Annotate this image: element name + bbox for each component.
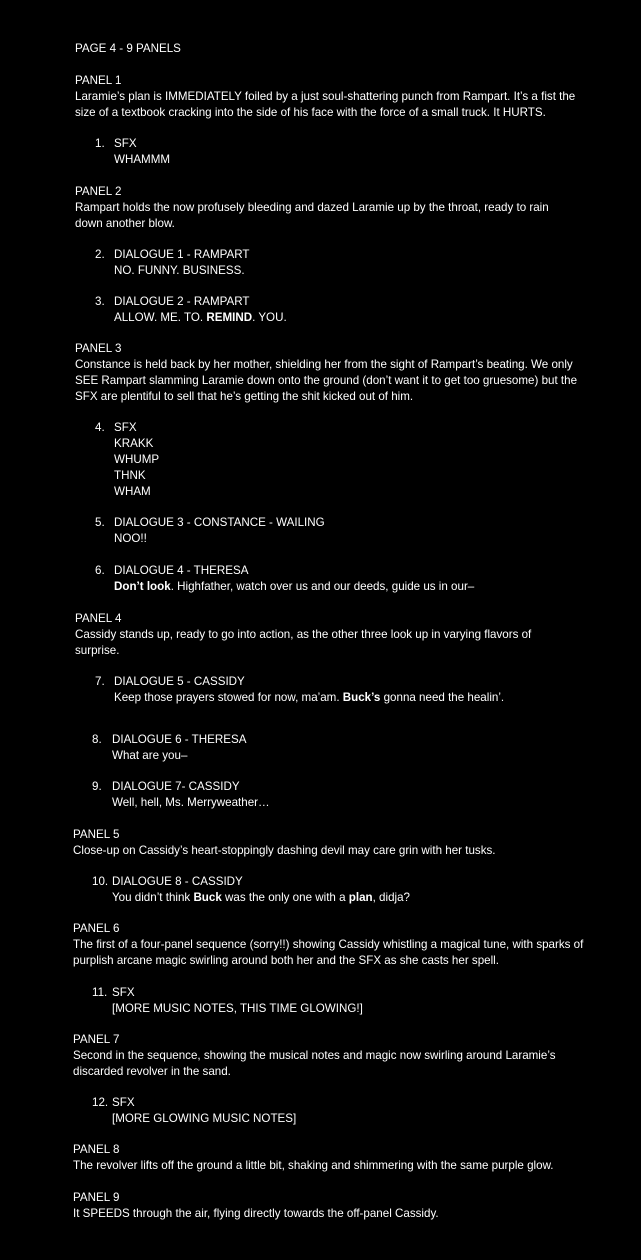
panel-description: Cassidy stands up, ready to go into action, as the other three look up in varying flavors of surprise.	[75, 628, 532, 657]
item-number: 4.	[95, 421, 105, 434]
panel-description: Constance is held back by her mother, shielding her from the sight of Rampart’s beating. We only SEE Rampart slamming Laramie down onto the ground (don’t want it to get too gruesome) but the SFX are plentiful to sell that he’s getting the shit kicked out of him.	[75, 358, 578, 403]
item-number: 7.	[95, 675, 105, 688]
item-line: Don’t look. Highfather, watch over us and our deeds, guide us in our–	[114, 580, 475, 593]
panel-description: Close-up on Cassidy’s heart-stoppingly dashing devil may care grin with her tusks.	[73, 844, 496, 857]
panel-description: Laramie’s plan is IMMEDIATELY foiled by a just soul-shattering punch from Rampart. It’s a fist the size of a textbook cracking into the side of his face with the force of a small truck. It HURTS.	[75, 90, 576, 119]
page-header: PAGE 4 - 9 PANELS	[75, 42, 181, 55]
item-label: SFX	[114, 421, 137, 434]
panel-title: PANEL 4	[75, 612, 122, 625]
panel-title: PANEL 3	[75, 342, 122, 355]
panel-description: The first of a four-panel sequence (sorry!!) showing Cassidy whistling a magical tune, with sparks of purplish arcane magic swirling around both her and the SFX as she casts her spell.	[73, 938, 584, 967]
item-label: DIALOGUE 7- CASSIDY	[112, 780, 240, 793]
item-number: 11.	[92, 986, 108, 999]
item-number: 3.	[95, 295, 105, 308]
item-line: What are you–	[112, 749, 188, 762]
item-label: SFX	[112, 1096, 135, 1109]
panel-title: PANEL 7	[73, 1033, 120, 1046]
item-number: 9.	[92, 780, 102, 793]
item-line: Well, hell, Ms. Merryweather…	[112, 796, 270, 809]
item-label: SFX	[114, 137, 137, 150]
panel-description: The revolver lifts off the ground a little bit, shaking and shimmering with the same purple glow.	[73, 1159, 554, 1172]
item-label: DIALOGUE 1 - RAMPART	[114, 248, 250, 261]
item-line: Keep those prayers stowed for now, ma’am. Buck’s gonna need the healin’.	[114, 691, 505, 704]
item-line: NO. FUNNY. BUSINESS.	[114, 264, 245, 277]
item-number: 10.	[92, 875, 109, 888]
panel-title: PANEL 1	[75, 74, 122, 87]
item-line: WHUMP	[114, 453, 160, 466]
panel-description: Second in the sequence, showing the musical notes and magic now swirling around Laramie’s discarded revolver in the sand.	[73, 1049, 556, 1078]
panel-title: PANEL 5	[73, 828, 120, 841]
item-label: DIALOGUE 4 - THERESA	[114, 564, 249, 577]
item-number: 1.	[95, 137, 105, 150]
panel-description: It SPEEDS through the air, flying directly towards the off-panel Cassidy.	[73, 1207, 439, 1220]
panel-description: Rampart holds the now profusely bleeding and dazed Laramie up by the throat, ready to rain down another blow.	[75, 201, 549, 230]
item-line: WHAM	[114, 485, 151, 498]
item-line: NOO!!	[114, 532, 147, 545]
panel-title: PANEL 9	[73, 1191, 120, 1204]
item-label: DIALOGUE 3 - CONSTANCE - WAILING	[114, 516, 325, 529]
item-line: ALLOW. ME. TO. REMIND. YOU.	[114, 311, 287, 324]
panel-title: PANEL 6	[73, 922, 120, 935]
item-line: [MORE MUSIC NOTES, THIS TIME GLOWING!]	[112, 1002, 363, 1015]
panel-title: PANEL 8	[73, 1143, 120, 1156]
item-number: 6.	[95, 564, 105, 577]
item-line: You didn’t think Buck was the only one with a plan, didja?	[112, 891, 410, 904]
item-number: 2.	[95, 248, 105, 261]
item-label: DIALOGUE 8 - CASSIDY	[112, 875, 243, 888]
item-label: SFX	[112, 986, 135, 999]
item-line: THNK	[114, 469, 146, 482]
item-line: KRAKK	[114, 437, 154, 450]
item-label: DIALOGUE 2 - RAMPART	[114, 295, 250, 308]
panel-title: PANEL 2	[75, 185, 122, 198]
item-number: 12.	[92, 1096, 109, 1109]
item-line: [MORE GLOWING MUSIC NOTES]	[112, 1112, 297, 1125]
item-line: WHAMMM	[114, 153, 171, 166]
item-label: DIALOGUE 5 - CASSIDY	[114, 675, 245, 688]
item-number: 5.	[95, 516, 105, 529]
item-label: DIALOGUE 6 - THERESA	[112, 733, 247, 746]
item-number: 8.	[92, 733, 102, 746]
